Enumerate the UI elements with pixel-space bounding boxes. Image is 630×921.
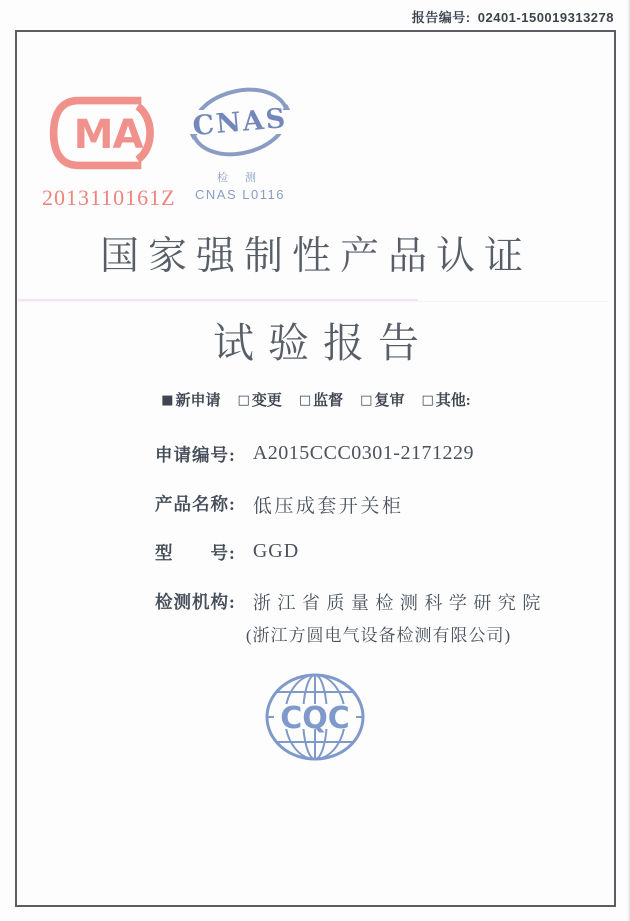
checkbox-filled-icon: ■ [161,393,174,408]
field-label: 检测机构: [155,592,236,612]
cma-certificate-number: 2013110161Z [42,185,176,210]
field-label: 产品名称: [155,494,236,514]
field-model [155,540,299,565]
field-value-stack [245,589,547,646]
agency-name: 浙江省质量检测科学研究院 [252,593,547,613]
scan-artifact-line-faint [18,301,608,302]
checkbox-empty-icon: □ [360,393,373,408]
application-type-row [17,389,615,410]
checkbox-empty-icon: □ [237,393,250,408]
checkbox-supervision: □ 监督 [298,393,344,409]
checkbox-empty-icon: □ [421,393,434,408]
cnas-logo-icon [183,82,297,162]
report-number [409,7,614,26]
cnas-mark [183,82,297,202]
field-value: A2015CCC0301-2171229 [252,442,474,464]
cnas-caption: 检 测 [216,172,264,184]
cma-logo-icon [46,90,170,176]
checkbox-other: □ 其他: [421,393,471,409]
field-testing-agency [155,589,547,646]
document-title-line1: 国家强制性产品认证 [99,235,532,278]
report-number-value: 02401-150019313278 [477,10,614,25]
cqc-mark [263,670,367,771]
checkbox-change: □ 变更 [237,393,282,409]
agency-subname: (浙江方圆电气设备检测有限公司) [245,626,512,645]
field-application-number [155,442,474,467]
document-title-line2: 试验报告 [213,320,433,366]
cma-letters: MA [73,112,143,159]
field-product-name [155,491,403,518]
checkbox-new-application: ■ 新申请 [161,393,221,409]
cnas-code: CNAS L0116 [195,187,285,202]
field-value: GGD [252,540,300,562]
field-label: 申请编号: [155,445,236,465]
cma-mark [42,90,174,211]
field-value: 低压成套开关柜 [252,496,404,517]
checkbox-empty-icon: □ [298,393,312,408]
checkbox-review: □ 复审 [360,393,405,409]
report-number-label: 报告编号: [411,10,471,25]
cnas-letters: CNAS [191,102,289,143]
cqc-logo-icon [263,670,367,766]
cqc-letters: CQC [280,701,350,736]
field-label: 型 号: [155,543,236,563]
